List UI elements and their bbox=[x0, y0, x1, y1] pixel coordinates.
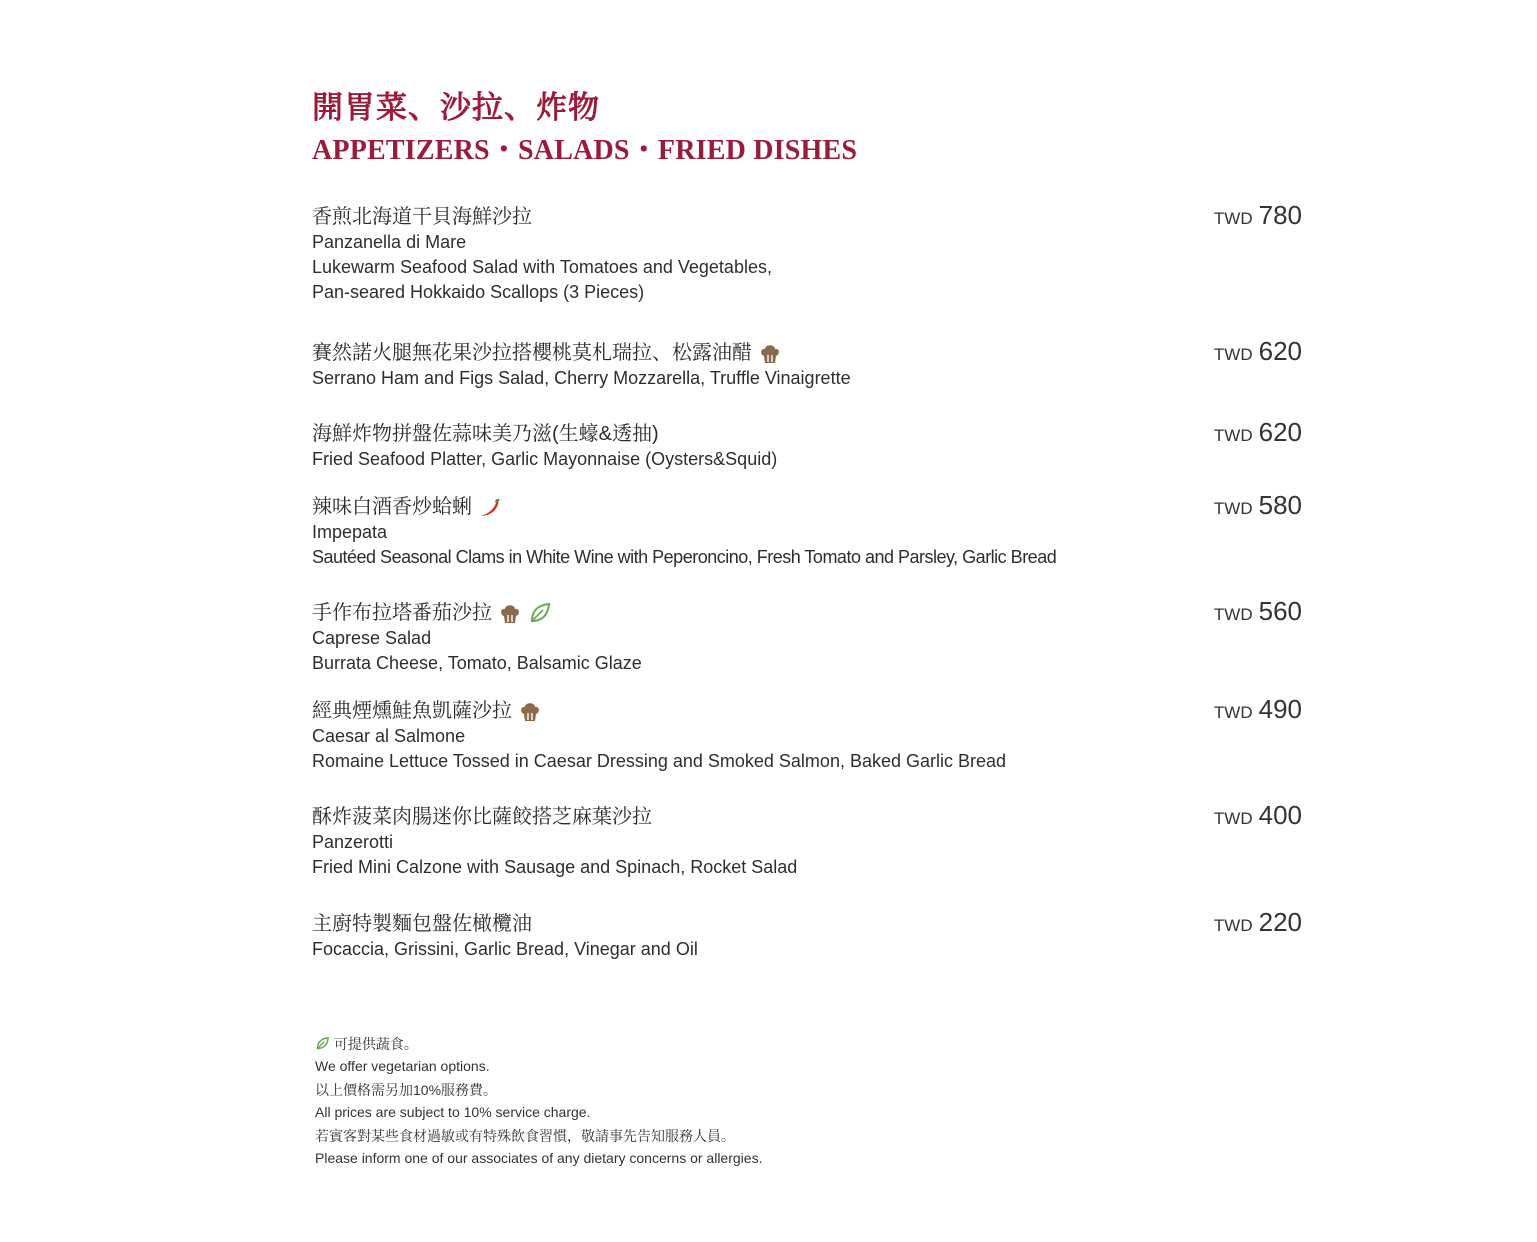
price-amount: 780 bbox=[1258, 200, 1302, 230]
menu-header bbox=[312, 88, 857, 168]
item-name-en: Caprese Salad bbox=[312, 628, 432, 648]
item-price bbox=[1214, 336, 1302, 367]
chef-hat-icon bbox=[758, 341, 782, 365]
item-name-en: Panzerotti bbox=[312, 832, 394, 852]
item-name-zh: 經典煙燻鮭魚凱薩沙拉 bbox=[312, 700, 512, 722]
note-vegetarian-en: We offer vegetarian options. bbox=[315, 1058, 490, 1074]
item-price bbox=[1214, 200, 1302, 231]
price-currency: TWD bbox=[1213, 703, 1253, 722]
price-amount: 220 bbox=[1258, 907, 1302, 937]
note-allergy-zh: 若賓客對某些食材過敏或有特殊飲食習慣，敬請事先告知服務人員。 bbox=[315, 1128, 735, 1144]
item-name-en: Focaccia, Grissini, Garlic Bread, Vinegar and Oil bbox=[312, 939, 698, 959]
menu-item bbox=[312, 907, 1302, 962]
menu-item bbox=[312, 200, 1302, 305]
item-name-zh: 辣味白酒香炒蛤蜊 bbox=[312, 496, 472, 518]
item-name-en: Serrano Ham and Figs Salad, Cherry Mozzarella, Truffle Vinaigrette bbox=[312, 368, 851, 388]
item-description: Romaine Lettuce Tossed in Caesar Dressing and Smoked Salmon, Baked Garlic Bread bbox=[312, 751, 1007, 771]
footnotes bbox=[315, 1033, 762, 1169]
leaf-icon bbox=[315, 1036, 330, 1051]
chef-hat-icon bbox=[498, 601, 522, 625]
section-title-en: APPETIZERS・SALADS・FRIED DISHES bbox=[312, 135, 858, 166]
menu-item bbox=[312, 417, 1302, 472]
price-amount: 490 bbox=[1258, 694, 1302, 724]
note-allergy-en: Please inform one of our associates of any dietary concerns or allergies. bbox=[315, 1150, 763, 1166]
item-name-zh: 香煎北海道干貝海鮮沙拉 bbox=[312, 206, 532, 228]
chili-icon bbox=[478, 495, 502, 519]
item-name-zh: 海鮮炸物拼盤佐蒜味美乃滋(生蠔&透抽) bbox=[312, 423, 659, 445]
item-name-en: Impepata bbox=[312, 522, 388, 542]
price-amount: 620 bbox=[1258, 336, 1302, 366]
item-price bbox=[1214, 417, 1302, 448]
menu-item bbox=[312, 596, 1302, 676]
price-amount: 580 bbox=[1258, 490, 1302, 520]
item-description: Burrata Cheese, Tomato, Balsamic Glaze bbox=[312, 653, 642, 673]
price-currency: TWD bbox=[1213, 345, 1253, 364]
item-name-en: Panzanella di Mare bbox=[312, 232, 467, 252]
price-currency: TWD bbox=[1213, 499, 1253, 518]
item-description: Pan-seared Hokkaido Scallops (3 Pieces) bbox=[312, 282, 645, 302]
item-description: Fried Mini Calzone with Sausage and Spinach, Rocket Salad bbox=[312, 857, 798, 877]
menu-item bbox=[312, 800, 1302, 880]
menu-item bbox=[312, 336, 1302, 391]
price-currency: TWD bbox=[1213, 209, 1253, 228]
price-amount: 620 bbox=[1258, 417, 1302, 447]
menu-item bbox=[312, 490, 1302, 570]
item-name-zh: 賽然諾火腿無花果沙拉搭櫻桃莫札瑞拉、松露油醋 bbox=[312, 342, 752, 364]
item-description: Lukewarm Seafood Salad with Tomatoes and Vegetables, bbox=[312, 257, 772, 277]
item-price bbox=[1214, 800, 1302, 831]
note-service-en: All prices are subject to 10% service charge. bbox=[315, 1104, 591, 1120]
price-currency: TWD bbox=[1213, 809, 1253, 828]
item-price bbox=[1214, 694, 1302, 725]
item-price bbox=[1214, 596, 1302, 627]
price-currency: TWD bbox=[1213, 605, 1253, 624]
note-service-zh: 以上價格需另加10%服務費。 bbox=[315, 1082, 498, 1098]
chef-hat-icon bbox=[518, 699, 542, 723]
item-name-zh: 手作布拉塔番茄沙拉 bbox=[312, 602, 492, 624]
price-amount: 400 bbox=[1258, 800, 1302, 830]
note-vegetarian-zh: 可提供蔬食。 bbox=[315, 1033, 762, 1055]
price-amount: 560 bbox=[1258, 596, 1302, 626]
menu-item bbox=[312, 694, 1302, 774]
price-currency: TWD bbox=[1213, 916, 1253, 935]
item-name-en: Caesar al Salmone bbox=[312, 726, 466, 746]
item-name-zh: 主廚特製麵包盤佐橄欖油 bbox=[312, 913, 532, 935]
section-title-zh: 開胃菜、沙拉、炸物 bbox=[312, 90, 600, 126]
item-price bbox=[1214, 907, 1302, 938]
price-currency: TWD bbox=[1213, 426, 1253, 445]
item-name-zh: 酥炸菠菜肉腸迷你比薩餃搭芝麻葉沙拉 bbox=[312, 806, 652, 828]
leaf-icon bbox=[528, 601, 552, 625]
item-price bbox=[1214, 490, 1302, 521]
item-description: Sautéed Seasonal Clams in White Wine with Peperoncino, Fresh Tomato and Parsley, Garlic Bread bbox=[312, 547, 1057, 567]
item-name-en: Fried Seafood Platter, Garlic Mayonnaise (Oysters&Squid) bbox=[312, 449, 778, 469]
